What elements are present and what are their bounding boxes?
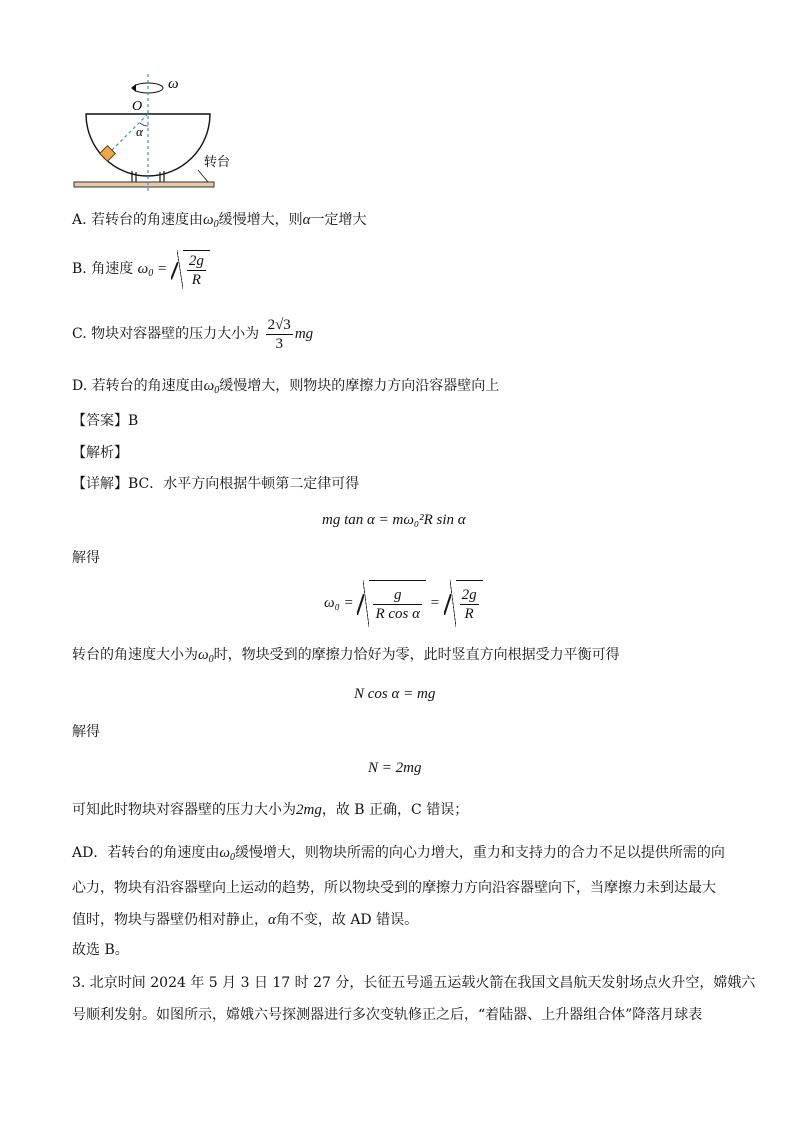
option-b-formula: $\omega_0$ = $\frac{2g}{R}$ (138, 261, 210, 277)
ad-prefix: AD．若转台的角速度由 (72, 845, 220, 861)
alpha-label: α (136, 124, 143, 139)
conclusion-value: 2mg (296, 802, 322, 818)
option-d-prefix: D. 若转台的角速度由 (72, 378, 204, 394)
analysis-label: 【解析】 (72, 445, 128, 461)
conclusion-suffix: ，故 B 正确，C 错误； (321, 802, 469, 818)
ad-line3-prefix: 值时，物块与器壁仍相对静止， (72, 912, 268, 928)
turntable-label: 转台 (204, 155, 231, 170)
equation-3: N cos α = mg (354, 686, 436, 702)
omega0-symbol: $\omega_0$ (203, 212, 219, 230)
turntable-pointer (198, 170, 208, 182)
option-a (72, 210, 366, 235)
ad-line-2: 心力，物块有沿容器壁向上运动的趋势，所以物块受到的摩擦力方向沿容器壁向下，当摩擦力未到达最大 (72, 880, 716, 896)
alpha-symbol: α (268, 912, 276, 928)
option-c-formula: $\frac{2√3}{3}$ mg (267, 317, 314, 353)
rotation-arrowhead (131, 84, 136, 92)
answer-label: 【答案】 (72, 413, 128, 429)
omega-line (72, 645, 620, 670)
omega0-symbol: $\omega_0$ (198, 647, 214, 665)
choose-line: 故选 B。 (72, 942, 129, 958)
q3-line-1: 3. 北京时间 2024 年 5 月 3 日 17 时 27 分，长征五号遥五运载火箭在我国文昌航天发射场点火升空，嫦娥六 (72, 975, 756, 991)
ad-line3-suffix: 角不变，故 AD 错误。 (275, 912, 419, 928)
option-a-prefix: A. 若转台的角速度由 (72, 212, 204, 228)
omega-line-suffix: 时，物块受到的摩擦力恰好为零，此时竖直方向根据受力平衡可得 (213, 647, 620, 663)
detail-intro (72, 474, 359, 494)
option-d (72, 376, 499, 401)
equation-2-lhs: ω₀ = (324, 595, 354, 611)
option-d-suffix: 缓慢增大，则物块的摩擦力方向沿容器壁向上 (219, 378, 500, 394)
block (100, 146, 116, 162)
answer-line (72, 411, 138, 431)
conclusion-line (72, 800, 468, 820)
option-c-prefix: C. 物块对容器壁的压力大小为 (72, 326, 260, 342)
o-label: O (132, 99, 143, 114)
option-a-mid: 缓慢增大，则 (218, 212, 303, 228)
solve-2: 解得 (72, 724, 100, 740)
equation-2: ω₀ = $\frac{g}{\text{R cos α}}$ = $\frac{2g}{R}$ (324, 580, 483, 627)
solve-1: 解得 (72, 550, 100, 566)
omega0-symbol: $\omega_0$ (203, 378, 220, 396)
option-b (72, 250, 210, 293)
q3-line-2: 号顺利发射。如图所示，嫦娥六号探测器进行多次变轨修正之后，“着陆器、上升器组合体”降落月球表 (72, 1007, 703, 1023)
alpha-symbol: α (302, 212, 311, 228)
answer-value: B (128, 413, 139, 429)
omega-line-prefix: 转台的角速度大小为 (72, 647, 198, 663)
conclusion-prefix: 可知此时物块对容器壁的压力大小为 (72, 802, 296, 818)
option-c (72, 314, 313, 354)
ad-line1-suffix: 缓慢增大，则物块所需的向心力增大，重力和支持力的合力不足以提供所需的向 (234, 845, 725, 861)
equation-4: N = 2mg (368, 760, 422, 776)
equation-1: mg tan α = mω₀²R sin α (322, 512, 466, 528)
omega-label: ω (168, 76, 179, 92)
turntable (74, 182, 214, 187)
option-b-prefix: B. 角速度 (72, 261, 134, 277)
bowl-turntable-figure (70, 70, 250, 195)
ad-line-1 (72, 843, 725, 868)
omega0-symbol: $\omega_0$ (219, 845, 235, 863)
option-a-suffix: 一定增大 (310, 212, 367, 228)
detail-label: 【详解】 (72, 476, 128, 492)
detail-intro-text: BC．水平方向根据牛顿第二定律可得 (128, 476, 360, 492)
ad-line-3 (72, 910, 418, 930)
